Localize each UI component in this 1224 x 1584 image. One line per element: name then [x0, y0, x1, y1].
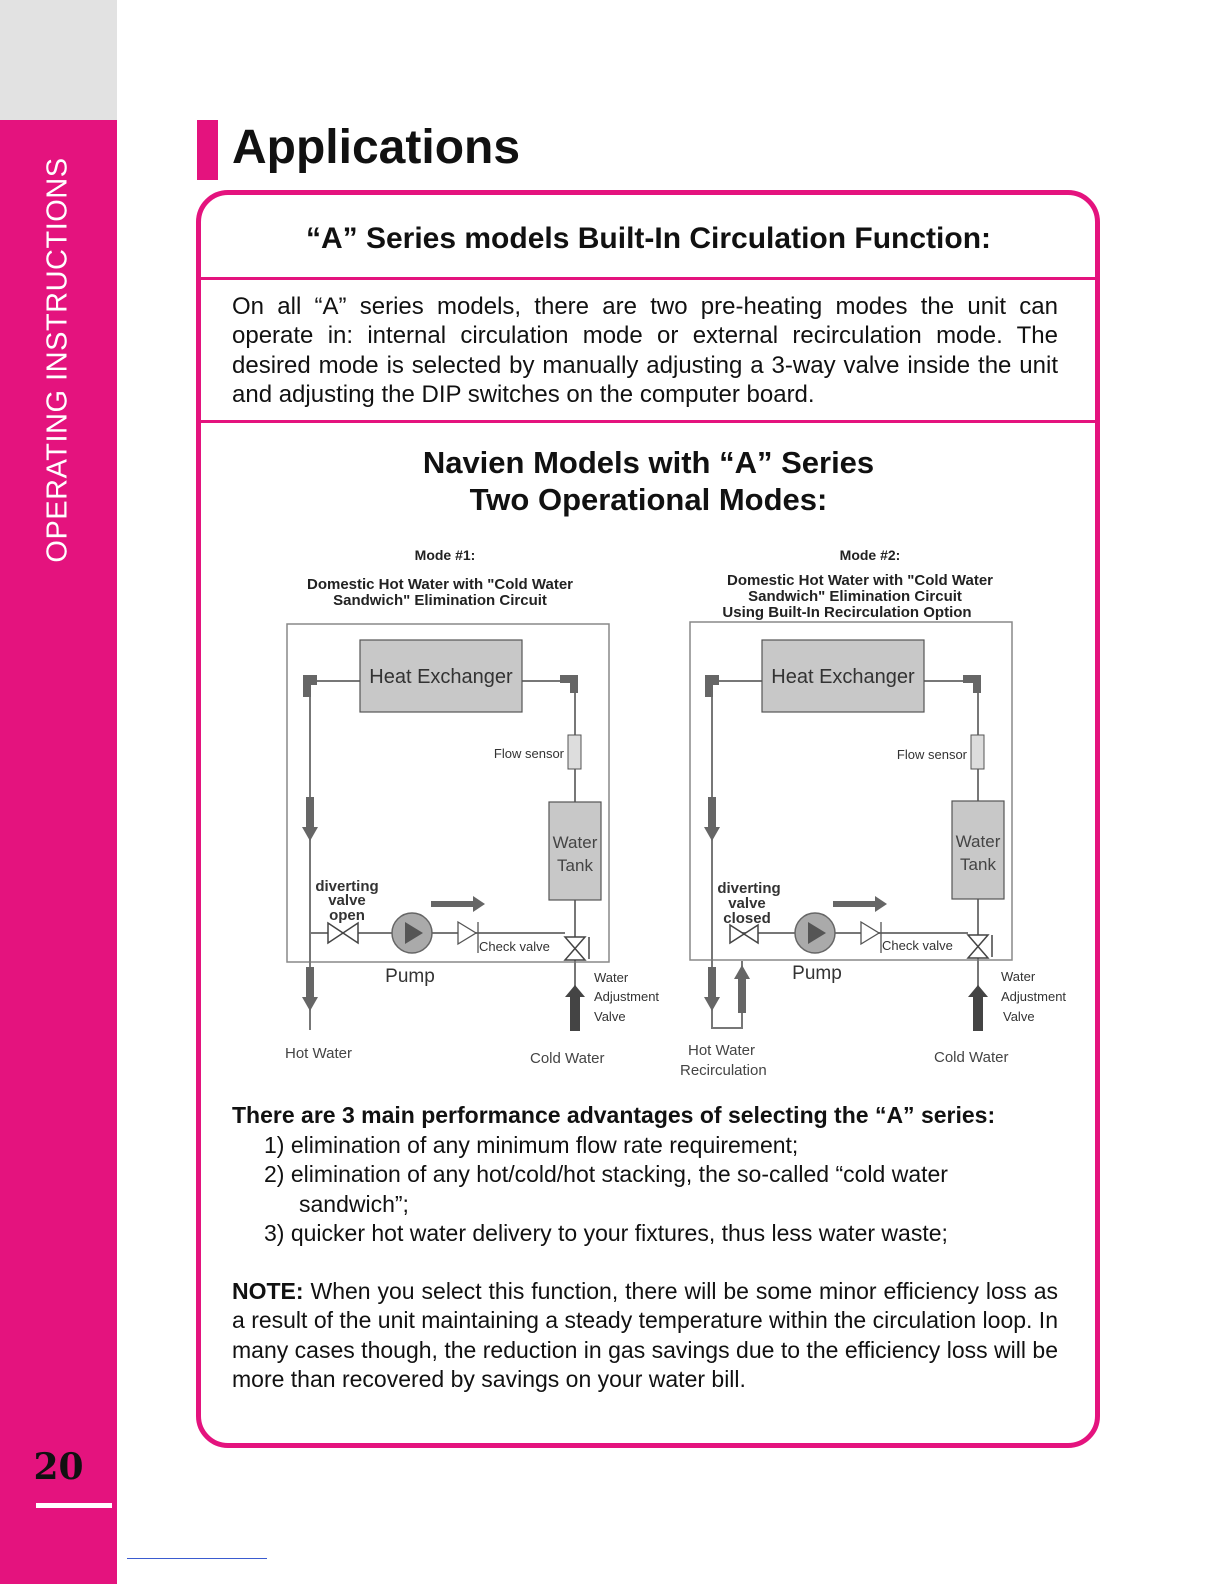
mode-1-adj-label-3: Valve — [594, 1009, 626, 1024]
mode-1-desc-line-2: Sandwich" Elimination Circuit — [333, 592, 547, 609]
mode-1-flow-arrow-right — [431, 896, 485, 912]
models-title-line-1: Navien Models with “A” Series — [422, 445, 875, 480]
mode-2-adj-label-1: Water — [1001, 969, 1036, 984]
page-number: 20 — [33, 1446, 84, 1488]
mode-1-cold-in-arrow — [565, 985, 585, 1031]
mode-1-top-right-pipe — [522, 681, 575, 735]
mode-2-desc-line-3: Using Built-In Recirculation Option — [722, 604, 972, 621]
mode-2-recirculation-label: Recirculation — [680, 1062, 767, 1079]
mode-2-valve-label-2: valve — [728, 895, 766, 912]
mode-2-elbow-right — [963, 675, 981, 693]
note-label: NOTE: — [232, 1278, 304, 1304]
mode-2-valve-label-3: closed — [723, 910, 771, 927]
mode-2-hot-water-label: Hot Water — [688, 1042, 755, 1059]
advantages-heading: There are 3 main performance advantages of selecting the “A” series: — [232, 1102, 996, 1128]
models-title-line-2: Two Operational Modes: — [469, 482, 828, 517]
mode-1-water-tank-label-2: Tank — [557, 856, 593, 875]
page-number-rule — [36, 1503, 112, 1508]
mode-2-desc-line-1: Domestic Hot Water with "Cold Water — [726, 572, 994, 589]
models-title — [199, 444, 1098, 518]
section-title: “A” Series models Built-In Circulation Function: — [305, 222, 992, 255]
mode-1-valve-label-3: open — [329, 907, 365, 924]
mode-2-flow-arrow-down — [704, 797, 720, 841]
mode-1-flow-sensor — [568, 735, 581, 769]
mode-2-flow-sensor-label: Flow sensor — [896, 747, 967, 762]
mode-2-adj-label-3: Valve — [1003, 1009, 1035, 1024]
mode-1-valve-label-1: diverting — [315, 878, 379, 895]
mode-1-check-valve-label: Check valve — [479, 939, 550, 954]
mode-2-adjustment-valve-icon — [968, 935, 988, 958]
divider-1 — [199, 277, 1098, 280]
footer-rule — [127, 1558, 267, 1559]
mode-1-valve-label-2: valve — [328, 892, 366, 909]
mode-2-desc-line-2: Sandwich" Elimination Circuit — [748, 588, 962, 605]
mode-2-elbow-left — [705, 675, 719, 697]
mode-2-heat-exchanger-label: Heat Exchanger — [771, 666, 915, 688]
mode-2-check-valve-label: Check valve — [882, 938, 953, 953]
mode-2-cold-water-label: Cold Water — [934, 1049, 1009, 1066]
list-item: 1) elimination of any minimum flow rate requirement; — [264, 1132, 799, 1158]
mode-1-cold-water-label: Cold Water — [530, 1050, 605, 1067]
mode-1-elbow-left — [303, 675, 317, 697]
mode-1-adjustment-valve-icon — [565, 937, 585, 960]
note-paragraph — [232, 1277, 1058, 1394]
mode-2-diverting-valve-icon — [730, 925, 758, 943]
mode-2-flow-arrow-right — [833, 896, 887, 912]
advantages-list — [264, 1131, 1004, 1248]
mode-2-recirculation-in-arrow — [734, 965, 750, 1013]
mode-2-water-tank-label-1: Water — [955, 832, 1001, 851]
sidebar-top-block — [0, 0, 117, 120]
mode-2-check-valve-icon — [861, 922, 879, 944]
mode-1-hot-out-arrow — [302, 967, 318, 1011]
mode-2-adj-label-2: Adjustment — [1001, 989, 1067, 1004]
mode-2-hot-out-arrow — [704, 967, 720, 1011]
mode-2-diagram — [680, 547, 1066, 1079]
list-item: 2) elimination of any hot/cold/hot stacking, the so-called “cold water sandwich”; — [264, 1161, 948, 1217]
note-text: When you select this function, there will be some minor efficiency loss as a result of the unit maintaining a steady temperature within the circulation loop. In many cases though, the reduction in gas savings due to the efficiency loss will be more than recovered by savings on your water bill. — [232, 1278, 1058, 1392]
sidebar-section-label: OPERATING INSTRUCTIONS — [41, 157, 74, 563]
mode-1-desc-line-1: Domestic Hot Water with "Cold Water — [306, 576, 574, 593]
mode-1-flow-sensor-label: Flow sensor — [493, 746, 564, 761]
mode-1-label: Mode #1: — [414, 547, 476, 563]
mode-2-flow-sensor — [971, 735, 984, 769]
mode-1-elbow-right — [560, 675, 578, 693]
mode-1-check-valve-icon — [458, 922, 476, 944]
page-title: Applications — [232, 121, 521, 174]
mode-1-diagram — [285, 547, 659, 1067]
mode-2-label: Mode #2: — [839, 547, 901, 563]
operational-modes-diagram — [270, 535, 1090, 1090]
mode-1-hot-water-label: Hot Water — [285, 1045, 352, 1062]
divider-2 — [199, 420, 1098, 423]
mode-2-top-right-pipe — [924, 681, 978, 735]
mode-1-pump-label: Pump — [385, 966, 435, 987]
mode-2-valve-label-1: diverting — [717, 880, 781, 897]
mode-2-cold-in-arrow — [968, 985, 988, 1031]
mode-2-pump-label: Pump — [792, 963, 842, 984]
mode-1-adj-label-1: Water — [594, 970, 629, 985]
mode-1-water-tank-label-1: Water — [552, 833, 598, 852]
list-item: 3) quicker hot water delivery to your fixtures, thus less water waste; — [264, 1219, 948, 1246]
intro-paragraph: On all “A” series models, there are two pre-heating modes the unit can operate in: internal circulation mode or external recirculation mode. The desired mode is selected by manually adjusting a 3-way valve inside the unit and adjusting the DIP switches on the computer board. — [232, 293, 1058, 408]
mode-1-heat-exchanger-label: Heat Exchanger — [369, 666, 513, 688]
mode-1-adj-label-2: Adjustment — [594, 989, 660, 1004]
mode-2-water-tank-label-2: Tank — [960, 855, 996, 874]
mode-1-diverting-valve-icon — [328, 923, 358, 943]
mode-1-flow-arrow-down — [302, 797, 318, 841]
title-accent-bar — [197, 120, 218, 180]
